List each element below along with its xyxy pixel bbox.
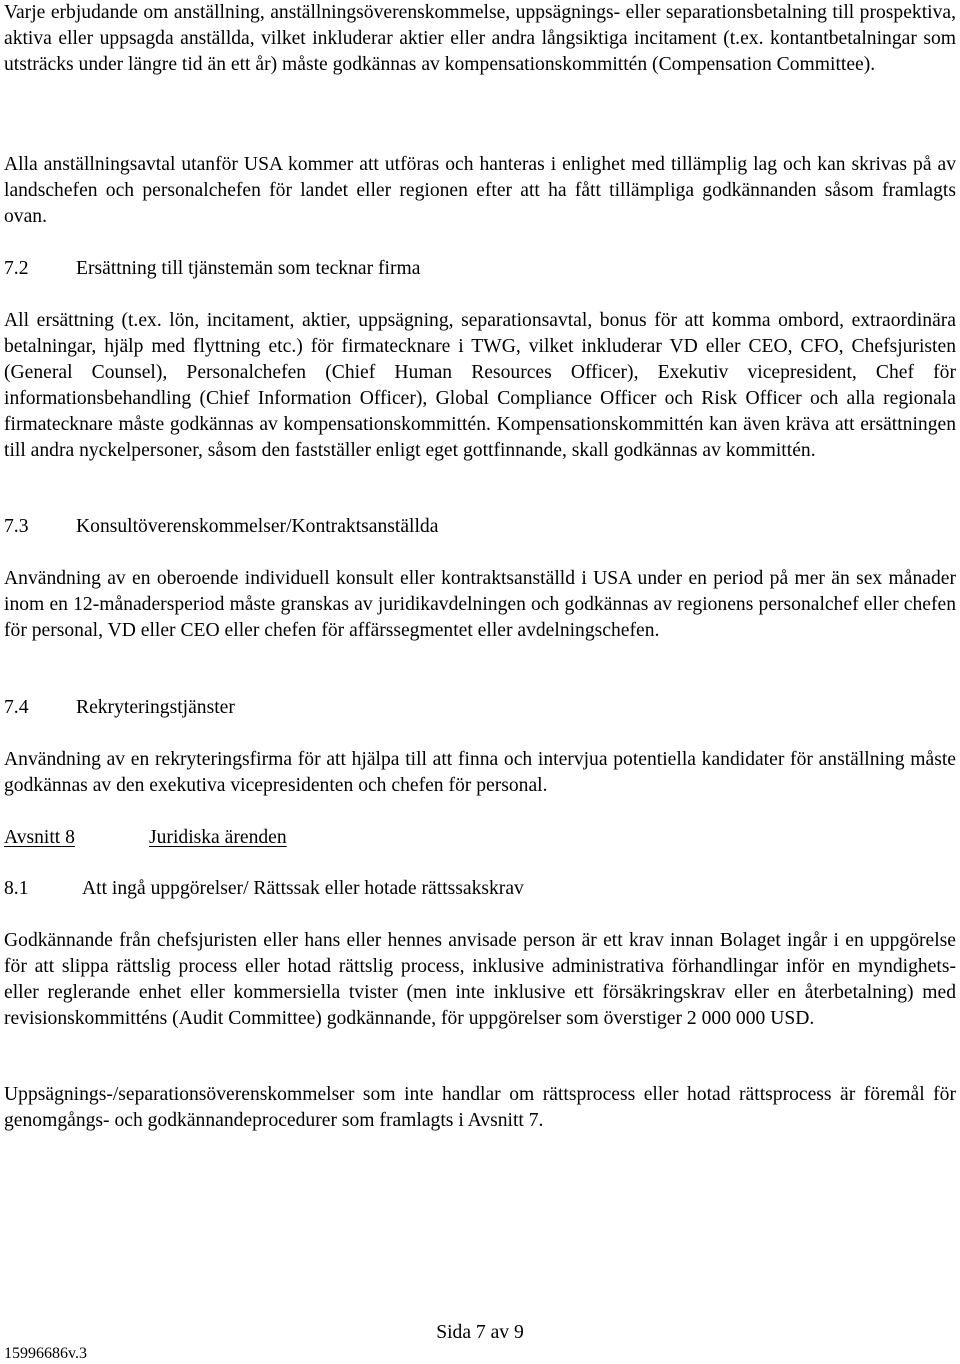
heading-7-3 [4,514,438,540]
heading-number: 8.1 [4,878,29,899]
heading-title: Rekryteringstjänster [76,697,235,718]
document-id: 15996686v.3 [4,1345,87,1362]
page-number: Sida 7 av 9 [436,1322,524,1343]
paragraph-officer-compensation: All ersättning (t.ex. lön, incitament, aktier, uppsägning, separationsavtal, bonus för att komma ombord, extraordinära betalningar, hjälp med flyttning etc.) för firmatecknare i TWG, vilket inkluderar VD eller CEO, CFO, Chefsjuristen (General Counsel), Personalchefen (Chief Human Resources Officer), Exekutiv vicepresident, Chef för informationsbehandling (Chief Information Officer), Global Compliance Officer och Risk Officer och alla regionala firmatecknare måste godkännas av kompensationskommittén. Kompensationskommittén kan även kräva att ersättningen till andra nyckelpersoner, såsom den fastställer enligt eget gottfinnande, skall godkännas av kommittén. [4,310,956,461]
section-8-heading [4,825,287,851]
heading-7-2 [4,256,420,282]
heading-number: 7.2 [4,258,29,279]
heading-7-4 [4,695,235,721]
paragraph-termination-agreements: Uppsägnings-/separationsöverenskommelser som inte handlar om rättsprocess eller hotad rättsprocess är föremål för genomgångs- och godkännandeprocedurer som framlagts i Avsnitt 7. [4,1084,956,1131]
heading-title: Att ingå uppgörelser/ Rättssak eller hotade rättssakskrav [82,878,524,899]
heading-number: 7.3 [4,516,29,537]
section-title: Juridiska ärenden [149,827,287,848]
heading-title: Ersättning till tjänstemän som tecknar firma [76,258,421,279]
heading-number: 7.4 [4,697,29,718]
paragraph-offer-approval: Varje erbjudande om anställning, anställningsöverenskommelse, uppsägnings- eller separationsbetalning till prospektiva, aktiva eller uppsagda anställda, vilket inkluderar aktier eller andra långsiktiga incitament (t.ex. kontantbetalningar som utsträcks under längre tid än ett år) måste godkännas av kompensationskommittén (Compensation Committee). [4,2,956,75]
paragraph-recruitment: Användning av en rekryteringsfirma för att hjälpa till att finna och intervjua potentiella kandidater för anställning måste godkännas av den exekutiva vicepresidenten och chefen för personal. [4,749,956,796]
paragraph-consultants: Användning av en oberoende individuell konsult eller kontraktsanställd i USA under en period på mer än sex månader inom en 12-månadersperiod måste granskas av juridikavdelningen och godkännas av regionens personalchef eller chefen för personal, VD eller CEO eller chefen för affärssegmentet eller avdelningschefen. [4,568,956,641]
paragraph-settlements: Godkännande från chefsjuristen eller hans eller hennes anvisade person är ett krav innan Bolaget ingår i en uppgörelse för att slippa rättslig process eller hotad rättslig process, inklusive administrativa förhandlingar inför en myndighets- eller reglerande enhet eller kommersiella tvister (men inte inklusive ett försäkringskrav eller en återbetalning) med revisionskommitténs (Audit Committee) godkännande, för uppgörelser som överstiger 2 000 000 USD. [4,930,956,1029]
heading-title: Konsultöverenskommelser/Kontraktsanställda [76,516,439,537]
section-number: Avsnitt 8 [4,827,75,848]
heading-8-1 [4,876,524,902]
paragraph-non-us-agreements: Alla anställningsavtal utanför USA kommer att utföras och hanteras i enlighet med tillämplig lag och kan skrivas på av landschefen och personalchefen för landet eller regionen efter att ha fått tillämpliga godkännanden såsom framlagts ovan. [4,154,956,227]
